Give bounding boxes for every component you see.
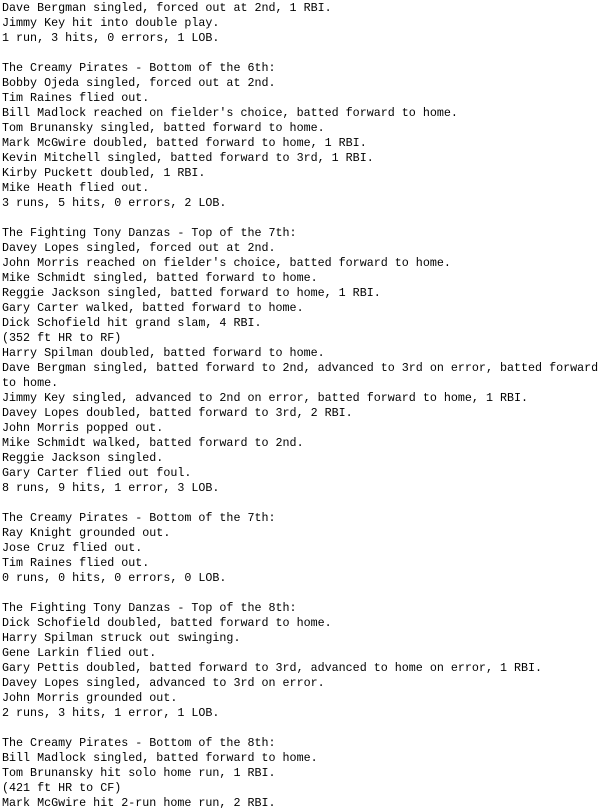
blank-line: [2, 211, 612, 226]
play-line: Jimmy Key hit into double play.: [2, 16, 220, 30]
play-line: Gary Pettis doubled, batted forward to 3rd, advanced to home on error, 1 RBI.: [2, 661, 543, 675]
play-line: Mike Heath flied out.: [2, 181, 150, 195]
play-line: Reggie Jackson singled, batted forward to home, 1 RBI.: [2, 286, 381, 300]
play-line: (421 ft HR to CF): [2, 781, 122, 795]
play-line: Davey Lopes singled, forced out at 2nd.: [2, 241, 276, 255]
play-line: Kevin Mitchell singled, batted forward to 3rd, 1 RBI.: [2, 151, 374, 165]
play-line: Kirby Puckett doubled, 1 RBI.: [2, 166, 206, 180]
play-line: Harry Spilman doubled, batted forward to home.: [2, 346, 325, 360]
play-line: (352 ft HR to RF): [2, 331, 122, 345]
blank-line: [2, 586, 612, 601]
play-line: Mark McGwire hit 2-run home run, 2 RBI.: [2, 796, 276, 810]
play-line: Tom Brunansky hit solo home run, 1 RBI.: [2, 766, 276, 780]
play-line: Tim Raines flied out.: [2, 91, 150, 105]
play-line: Gary Carter flied out foul.: [2, 466, 192, 480]
play-line: Reggie Jackson singled.: [2, 451, 164, 465]
play-line: Gary Carter walked, batted forward to home.: [2, 301, 304, 315]
play-line: Gene Larkin flied out.: [2, 646, 157, 660]
play-line: Ray Knight grounded out.: [2, 526, 171, 540]
inning-heading: The Creamy Pirates - Bottom of the 6th:: [2, 61, 276, 75]
play-line: Mark McGwire doubled, batted forward to home, 1 RBI.: [2, 136, 367, 150]
play-line: 8 runs, 9 hits, 1 error, 3 LOB.: [2, 481, 220, 495]
play-line: John Morris reached on fielder's choice, batted forward to home.: [2, 256, 451, 270]
play-line: Dave Bergman singled, forced out at 2nd, 1 RBI.: [2, 1, 332, 15]
play-line: Jimmy Key singled, advanced to 2nd on error, batted forward to home, 1 RBI.: [2, 391, 529, 405]
inning-heading: The Fighting Tony Danzas - Top of the 7th:: [2, 226, 297, 240]
blank-line: [2, 46, 612, 61]
play-line: to home.: [2, 376, 59, 390]
play-line: John Morris grounded out.: [2, 691, 178, 705]
play-line: Dave Bergman singled, batted forward to 2nd, advanced to 3rd on error, batted forward: [2, 361, 599, 375]
play-line: Mike Schmidt singled, batted forward to home.: [2, 271, 318, 285]
inning-heading: The Fighting Tony Danzas - Top of the 8th:: [2, 601, 297, 615]
play-line: 2 runs, 3 hits, 1 error, 1 LOB.: [2, 706, 220, 720]
play-line: Dick Schofield doubled, batted forward to home.: [2, 616, 332, 630]
play-line: 0 runs, 0 hits, 0 errors, 0 LOB.: [2, 571, 227, 585]
play-line: Harry Spilman struck out swinging.: [2, 631, 241, 645]
play-line: Bobby Ojeda singled, forced out at 2nd.: [2, 76, 276, 90]
play-line: Dick Schofield hit grand slam, 4 RBI.: [2, 316, 262, 330]
play-line: Tim Raines flied out.: [2, 556, 150, 570]
blank-line: [2, 721, 612, 736]
play-line: Davey Lopes doubled, batted forward to 3rd, 2 RBI.: [2, 406, 353, 420]
blank-line: [2, 496, 612, 511]
play-line: Jose Cruz flied out.: [2, 541, 143, 555]
play-line: Bill Madlock singled, batted forward to home.: [2, 751, 318, 765]
play-line: Bill Madlock reached on fielder's choice, batted forward to home.: [2, 106, 458, 120]
inning-heading: The Creamy Pirates - Bottom of the 8th:: [2, 736, 276, 750]
play-line: Mike Schmidt walked, batted forward to 2nd.: [2, 436, 304, 450]
play-line: Davey Lopes singled, advanced to 3rd on error.: [2, 676, 325, 690]
play-line: Tom Brunansky singled, batted forward to home.: [2, 121, 325, 135]
play-line: 1 run, 3 hits, 0 errors, 1 LOB.: [2, 31, 220, 45]
inning-heading: The Creamy Pirates - Bottom of the 7th:: [2, 511, 276, 525]
play-line: 3 runs, 5 hits, 0 errors, 2 LOB.: [2, 196, 227, 210]
play-line: John Morris popped out.: [2, 421, 164, 435]
